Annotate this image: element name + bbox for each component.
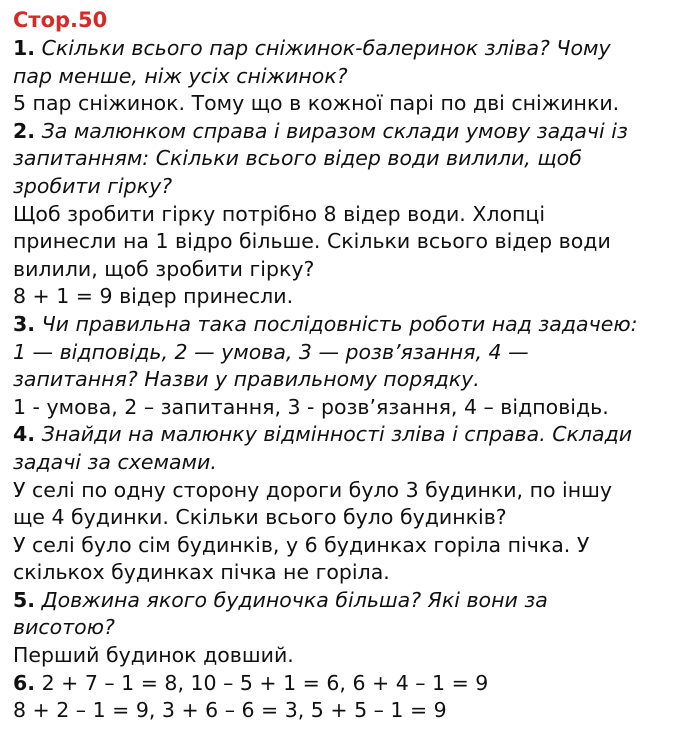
task-2	[13, 118, 689, 311]
task-3	[13, 311, 689, 421]
document-page	[13, 6, 689, 725]
task-answer-line: 5 пар сніжинок. Тому що в кожної парі по дві сніжинки.	[13, 91, 620, 116]
task-answer-line: Перший будинок довший.	[13, 643, 294, 668]
task-1	[13, 35, 689, 118]
task-question-line: пар менше, ніж усіх сніжинок?	[13, 63, 348, 88]
task-number: 1.	[13, 36, 36, 60]
task-question-line: висотою?	[13, 615, 115, 640]
task-number: 3.	[13, 311, 36, 336]
task-answer-line: принесли на 1 відро більше. Скільки всього відер води	[13, 229, 611, 254]
task-question-line: запитанням: Скільки всього відер води вилили, щоб	[13, 146, 582, 171]
task-question-line: 4. Знайди на малюнку відмінності зліва і справа. Склади	[13, 422, 633, 447]
task-answer-line: 1 - умова, 2 – запитання, 3 - розв’язання, 4 – відповідь.	[13, 394, 609, 419]
task-answer-line: ще 4 будинки. Скільки всього було будинків?	[13, 505, 507, 530]
task-answer-line: У селі по одну сторону дороги було 3 будинки, по іншу	[13, 477, 613, 502]
task-answer-line: У селі було сім будинків, у 6 будинках горіла пічка. У	[13, 532, 590, 557]
task-number: 6.	[13, 670, 36, 695]
task-number: 4.	[13, 422, 36, 447]
task-question-line: 5. Довжина якого будиночка більша? Які вони за	[13, 587, 548, 612]
task-first-line: 6. 2 + 7 – 1 = 8, 10 – 5 + 1 = 6, 6 + 4 – 1 = 9	[13, 670, 489, 695]
page-title: Стор.50	[13, 8, 108, 32]
task-question-line: 1. Скільки всього пар сніжинок-балеринок зліва? Чому	[13, 36, 611, 60]
task-answer-line: 8 + 2 – 1 = 9, 3 + 6 – 6 = 3, 5 + 5 – 1 = 9	[13, 698, 447, 723]
task-6	[13, 670, 689, 725]
task-question-line: 2. За малюнком справа і виразом склади умову задачі із	[13, 118, 628, 143]
task-5	[13, 587, 689, 670]
task-answer-line: Щоб зробити гірку потрібно 8 відер води. Хлопці	[13, 201, 546, 226]
task-question-line: 1 — відповідь, 2 — умова, 3 — розв’язання, 4 —	[13, 339, 529, 364]
task-question-line: запитання? Назви у правильному порядку.	[13, 367, 480, 392]
task-4	[13, 421, 689, 587]
task-number: 5.	[13, 587, 36, 612]
task-answer-line: скількох будинках пічка не горіла.	[13, 560, 390, 585]
task-answer-line: вилили, щоб зробити гірку?	[13, 256, 315, 281]
task-question-line: зробити гірку?	[13, 173, 173, 198]
task-answer-line: 8 + 1 = 9 відер принесли.	[13, 284, 294, 309]
task-question-line: задачі за схемами.	[13, 449, 217, 474]
task-question-line: 3. Чи правильна така послідовність роботи над задачею:	[13, 311, 638, 336]
task-number: 2.	[13, 118, 36, 143]
